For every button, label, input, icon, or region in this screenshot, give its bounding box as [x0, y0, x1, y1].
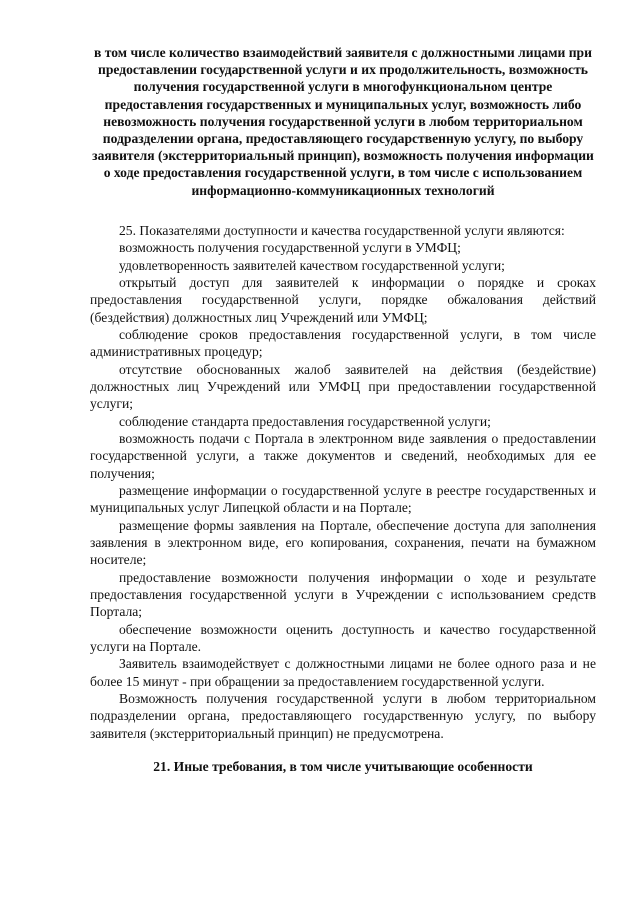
- section-heading-21: 21. Иные требования, в том числе учитывающие особенности: [153, 759, 533, 775]
- paragraph-portal-submission: возможность подачи с Портала в электронном виде заявления о предоставлении государственной услуги, а также документов и сведений, необходимых для ее получения;: [90, 430, 596, 481]
- paragraph-applicant-satisfaction: удовлетворенность заявителей качеством государственной услуги;: [119, 257, 505, 273]
- paragraph-umfc-availability: возможность получения государственной услуги в УМФЦ;: [119, 240, 461, 256]
- paragraph-extraterritorial: Возможность получения государственной услуги в любом территориальном подразделении органа, предоставляющего государственную услугу, по выбору заявителя (экстерриториальный принцип) не предусмотрена.: [90, 691, 596, 741]
- paragraph-status-info: предоставление возможности получения информации о ходе и результате предоставления государственной услуги в Учреждении с использованием средств Портала;: [90, 569, 596, 620]
- paragraph-registry-info: размещение информации о государственной услуге в реестре государственных и муниципальных услуг Липецкой области и на Портале;: [90, 482, 596, 516]
- paragraph-interaction-limits: Заявитель взаимодействует с должностными лицами не более одного раза и не более 15 минут - при обращении за предоставлением государственной услуги.: [90, 656, 596, 689]
- paragraph-standard-compliance: соблюдение стандарта предоставления государственной услуги;: [119, 413, 491, 429]
- section-heading: в том числе количество взаимодействий заявителя с должностными лицами при предоставлении государственной услуги и их продолжительность, возможность получения государственной услуги в многофункциональном центре предоставления государственных и муниципальных услуг, возможность либо невозможность получения государственной услуги в любом территориальном подразделении органа, предоставляющего государственную услугу, по выбору заявителя (экстерриториальный принцип), возможность получения информации о ходе предоставления государственной услуги, в том числе с использованием информационно-коммуникационных технологий: [92, 45, 594, 198]
- paragraph-deadlines: соблюдение сроков предоставления государственной услуги, в том числе административных процедур;: [90, 326, 596, 360]
- paragraph-25-intro: 25. Показателями доступности и качества государственной услуги являются:: [119, 222, 565, 238]
- paragraph-form-placement: размещение формы заявления на Портале, обеспечение доступа для заполнения заявления в электронном виде, его копирования, сохранения, печати на бумажном носителе;: [90, 517, 596, 568]
- document-body: [90, 222, 596, 742]
- document-page: [90, 44, 596, 775]
- paragraph-no-complaints: отсутствие обоснованных жалоб заявителей на действия (бездействие) должностных лиц Учреждений или УМФЦ при предоставлении государственной услуги;: [90, 361, 596, 412]
- paragraph-open-access-info: открытый доступ для заявителей к информации о порядке и сроках предоставления государственной услуги, порядке обжалования действий (бездействия) должностных лиц Учреждений или УМФЦ;: [90, 274, 596, 325]
- paragraph-quality-rating: обеспечение возможности оценить доступность и качество государственной услуги на Портале.: [90, 621, 596, 655]
